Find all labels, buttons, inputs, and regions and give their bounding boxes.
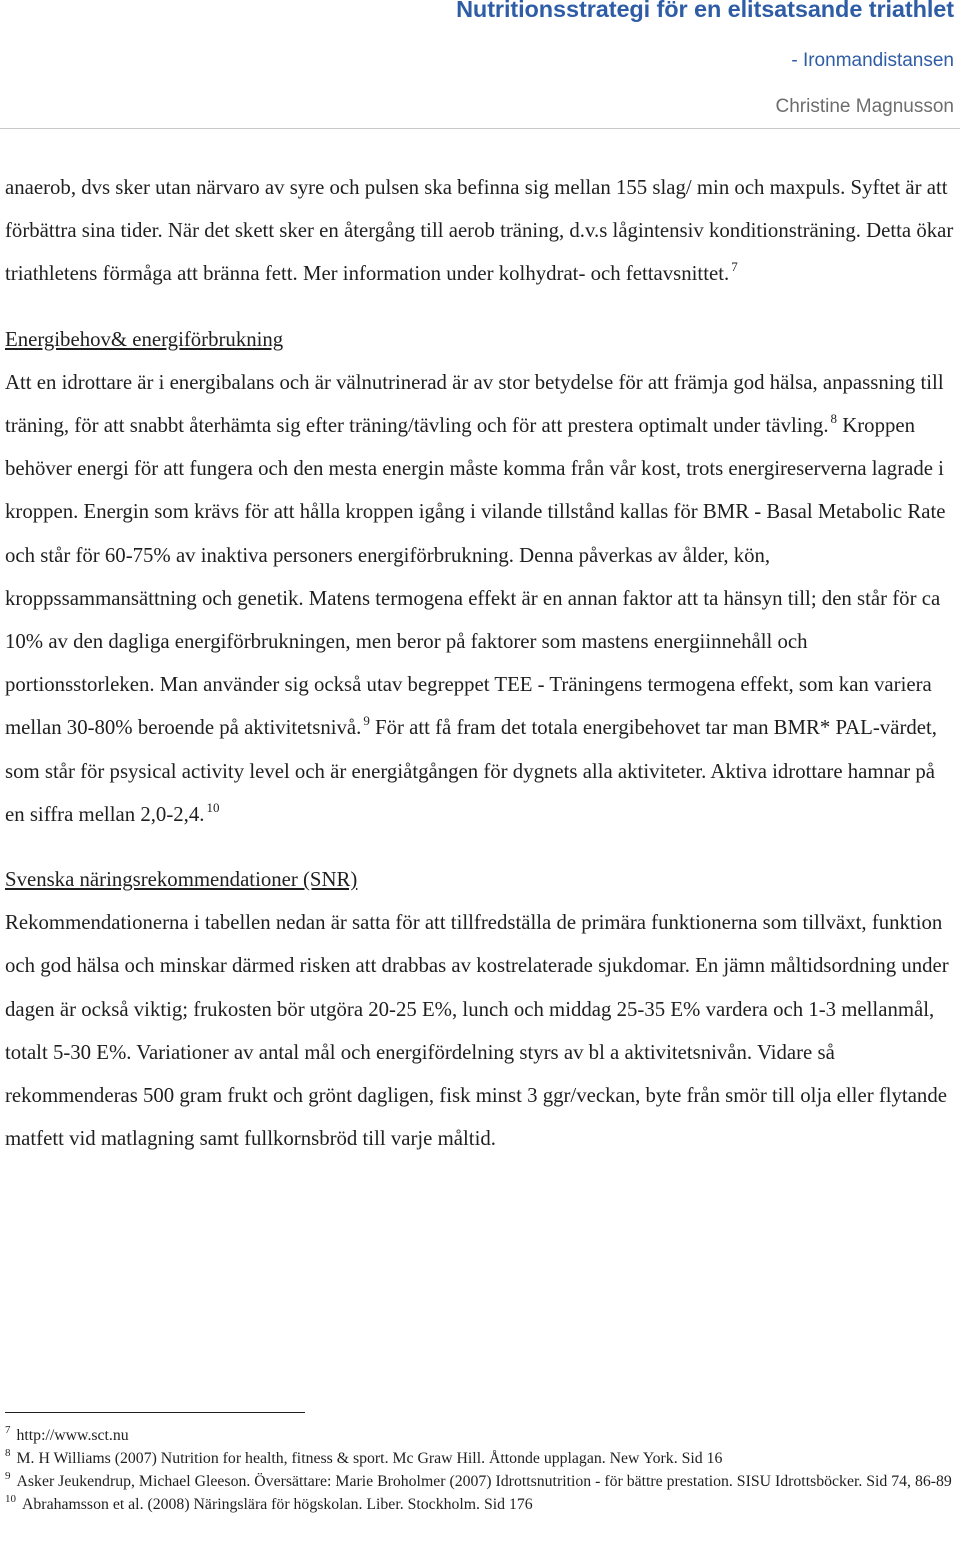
spacer bbox=[5, 836, 955, 858]
footnote-ref-7[interactable]: 7 bbox=[731, 259, 738, 275]
footnote-separator bbox=[5, 1412, 305, 1413]
footnote-text: Abrahamsson et al. (2008) Näringslära för högskolan. Liber. Stockholm. Sid 176 bbox=[22, 1496, 533, 1513]
energy-text-part1: Att en idrottare är i energibalans och är välnutrinerad är av stor betydelse för att främja god hälsa, anpassning till träning, för att snabbt återhämta sig efter träning/tävling och för att prestera optimalt under tävling. bbox=[5, 370, 944, 438]
energy-text-part2: Kroppen behöver energi för att fungera och den mesta energin måste komma från vår kost, trots energireserverna lagrade i kroppen. Energin som krävs för att hålla kroppen igång i vilande tillstånd kallas för BMR - Basal Metabolic Rate och står för 60-75% av inaktiva personers energiförbrukning. Denna påverkas av ålder, kön, kroppssammansättning och genetik. Matens termogena effekt är en annan faktor att ta hänsyn till; den står för ca 10% av den dagliga energiförbrukningen, men beror på faktorer som mastens energiinnehåll och portionsstorleken. Man använder sig också utav begreppet TEE - Träningens termogena effekt, som kan variera mellan 30-80% beroende på aktivitetsnivå. bbox=[5, 414, 946, 740]
footnote-number: 10 bbox=[5, 1493, 16, 1505]
document-title: Nutritionsstrategi för en elitsatsande triathlet bbox=[456, 0, 954, 22]
footnote-number: 7 bbox=[5, 1424, 11, 1436]
footnote-item bbox=[5, 1447, 955, 1470]
snr-paragraph: Rekommendationerna i tabellen nedan är satta för att tillfredställa de primära funktionerna som tillväxt, funktion och god hälsa och minskar därmed risken att drabbas av kostrelaterade sjukdomar. En jämn måltidsordning under dagen är också viktig; frukosten bör utgöra 20-25 E%, lunch och middag 25-35 E% vardera och 1-3 mellanmål, totalt 5-30 E%. Variationer av antal mål och energifördelning styrs av bl a aktivitetsnivån. Vidare så rekommenderas 500 gram frukt och grönt dagligen, fisk minst 3 ggr/veckan, byte från smör till olja eller flytande matfett vid matlagning samt fullkornsbröd till varje måltid. bbox=[5, 911, 949, 1151]
intro-text: anaerob, dvs sker utan närvaro av syre och pulsen ska befinna sig mellan 155 slag/ min och maxpuls. Syftet är att förbättra sina tider. När det skett sker en återgång till aerob träning, d.v.s lågintensiv konditionsträning. Detta ökar triathletens förmåga att bränna fett. Mer information under kolhydrat- och fettavsnittet. bbox=[5, 176, 954, 286]
footnote-item bbox=[5, 1424, 955, 1447]
document-subtitle: - Ironmandistansen bbox=[791, 50, 954, 71]
section-heading-snr: Svenska näringsrekommendationer (SNR) bbox=[5, 868, 358, 892]
energy-text-part3: För att få fram det totala energibehovet tar man BMR* PAL-värdet, som står för psysical activity level och är energiåtgången för dygnets alla aktiviteter. Aktiva idrottare hamnar på en siffra mellan 2,0-2,4. bbox=[5, 716, 937, 826]
footnote-ref-9[interactable]: 9 bbox=[363, 713, 370, 729]
footnotes bbox=[5, 1424, 955, 1516]
spacer bbox=[5, 296, 955, 318]
footnote-number: 9 bbox=[5, 1470, 11, 1482]
section-heading-energy: Energibehov& energiförbrukning bbox=[5, 327, 284, 351]
footnote-ref-8[interactable]: 8 bbox=[830, 411, 838, 427]
document-body bbox=[5, 166, 955, 1160]
footnote-ref-10[interactable]: 10 bbox=[206, 799, 220, 815]
footnote-item bbox=[5, 1493, 955, 1516]
footnote-number: 8 bbox=[5, 1447, 11, 1459]
footnote-item bbox=[5, 1470, 955, 1493]
intro-paragraph bbox=[5, 166, 955, 296]
energy-paragraph bbox=[5, 361, 955, 836]
document-author: Christine Magnusson bbox=[775, 96, 954, 117]
footnote-text: Asker Jeukendrup, Michael Gleeson. Översättare: Marie Broholmer (2007) Idrottsnutrition - för bättre prestation. SISU Idrottsböcker. Sid 74, 86-89 bbox=[16, 1473, 952, 1490]
page-header bbox=[0, 0, 960, 128]
footnote-text[interactable]: http://www.sct.nu bbox=[16, 1427, 129, 1444]
header-divider bbox=[0, 128, 960, 129]
footnote-text: M. H Williams (2007) Nutrition for health, fitness & sport. Mc Graw Hill. Åttonde upplagan. New York. Sid 16 bbox=[16, 1450, 723, 1467]
